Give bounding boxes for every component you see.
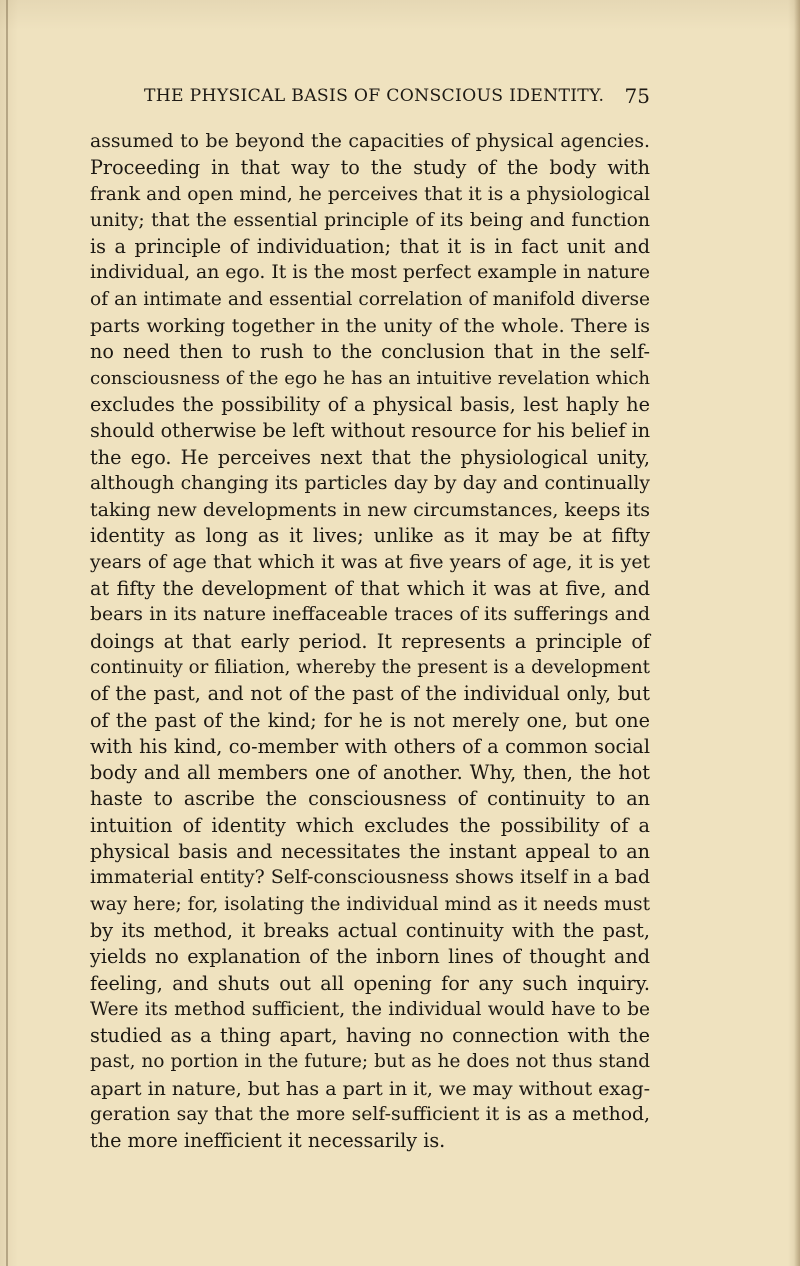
text-line: geration say that the more self-sufficient it is as a method,: [90, 1103, 650, 1125]
text-line: Proceeding in that way to the study of the body with: [90, 156, 650, 180]
text-line: frank and open mind, he perceives that it is a physiological: [90, 183, 650, 205]
text-line: studied as a thing apart, having no connection with the: [90, 1024, 650, 1048]
text-line: individual, an ego. It is the most perfect example in nature: [90, 262, 651, 284]
text-line: although changing its particles day by day and continually: [90, 472, 650, 494]
running-head: THE PHYSICAL BASIS OF CONSCIOUS IDENTITY.: [144, 86, 605, 106]
text-line: bears in its nature ineffaceable traces of its sufferings and: [90, 604, 650, 626]
text-line: identity as long as it lives; unlike as it may be at fifty: [90, 524, 650, 548]
text-line: by its method, it breaks actual continuity with the past,: [90, 918, 650, 942]
text-line: is a principle of individuation; that it is in fact unit and: [90, 235, 650, 259]
page-header: [144, 84, 650, 114]
text-line: immaterial entity? Self-consciousness shows itself in a bad: [90, 867, 650, 889]
text-line: assumed to be beyond the capacities of physical agencies.: [90, 131, 650, 152]
text-line: years of age that which it was at five years of age, it is yet: [90, 551, 650, 573]
text-line: of the past, and not of the past of the individual only, but: [90, 682, 650, 706]
text-line: feeling, and shuts out all opening for any such inquiry.: [90, 971, 650, 995]
page-number: 75: [624, 84, 650, 108]
body-text: [90, 129, 650, 1155]
text-line: haste to ascribe the consciousness of continuity to an: [90, 787, 650, 811]
text-line: Were its method sufficient, the individual would have to be: [90, 998, 650, 1020]
text-line: no need then to rush to the conclusion that in the self-: [90, 340, 650, 364]
text-line: excludes the possibility of a physical basis, lest haply he: [90, 392, 650, 416]
text-line: body and all members one of another. Why, then, the hot: [90, 761, 650, 785]
text-line: unity; that the essential principle of its being and function: [90, 209, 650, 231]
text-line: past, no portion in the future; but as he does not thus stand: [90, 1051, 650, 1073]
text-line: at fifty the development of that which it was at five, and: [90, 577, 650, 601]
text-line: way here; for, isolating the individual mind as it needs must: [90, 893, 650, 915]
text-line: should otherwise be left without resource for his belief in: [90, 419, 651, 443]
text-line: with his kind, co-member with others of a common social: [90, 734, 650, 758]
text-line: doings at that early period. It represents a principle of: [90, 629, 650, 653]
text-line: consciousness of the ego he has an intuitive revelation which: [90, 367, 650, 389]
text-line: the more inefficient it necessarily is.: [90, 1129, 446, 1153]
text-line: of the past of the kind; for he is not merely one, but one: [90, 708, 650, 732]
binding-gutter: [6, 0, 8, 1266]
text-line: yields no explanation of the inborn lines of thought and: [90, 945, 650, 969]
text-line: physical basis and necessitates the instant appeal to an: [90, 840, 650, 864]
text-line: apart in nature, but has a part in it, we may without exag-: [90, 1077, 651, 1100]
text-line: the ego. He perceives next that the physiological unity,: [90, 445, 650, 469]
text-line: continuity or filiation, whereby the present is a development: [90, 656, 650, 678]
text-line: of an intimate and essential correlation of manifold diverse: [90, 288, 650, 310]
text-line: intuition of identity which excludes the possibility of a: [90, 813, 650, 837]
text-line: taking new developments in new circumstances, keeps its: [90, 499, 650, 522]
text-line: parts working together in the unity of the whole. There is: [90, 315, 650, 338]
page-edge: [794, 0, 800, 1266]
